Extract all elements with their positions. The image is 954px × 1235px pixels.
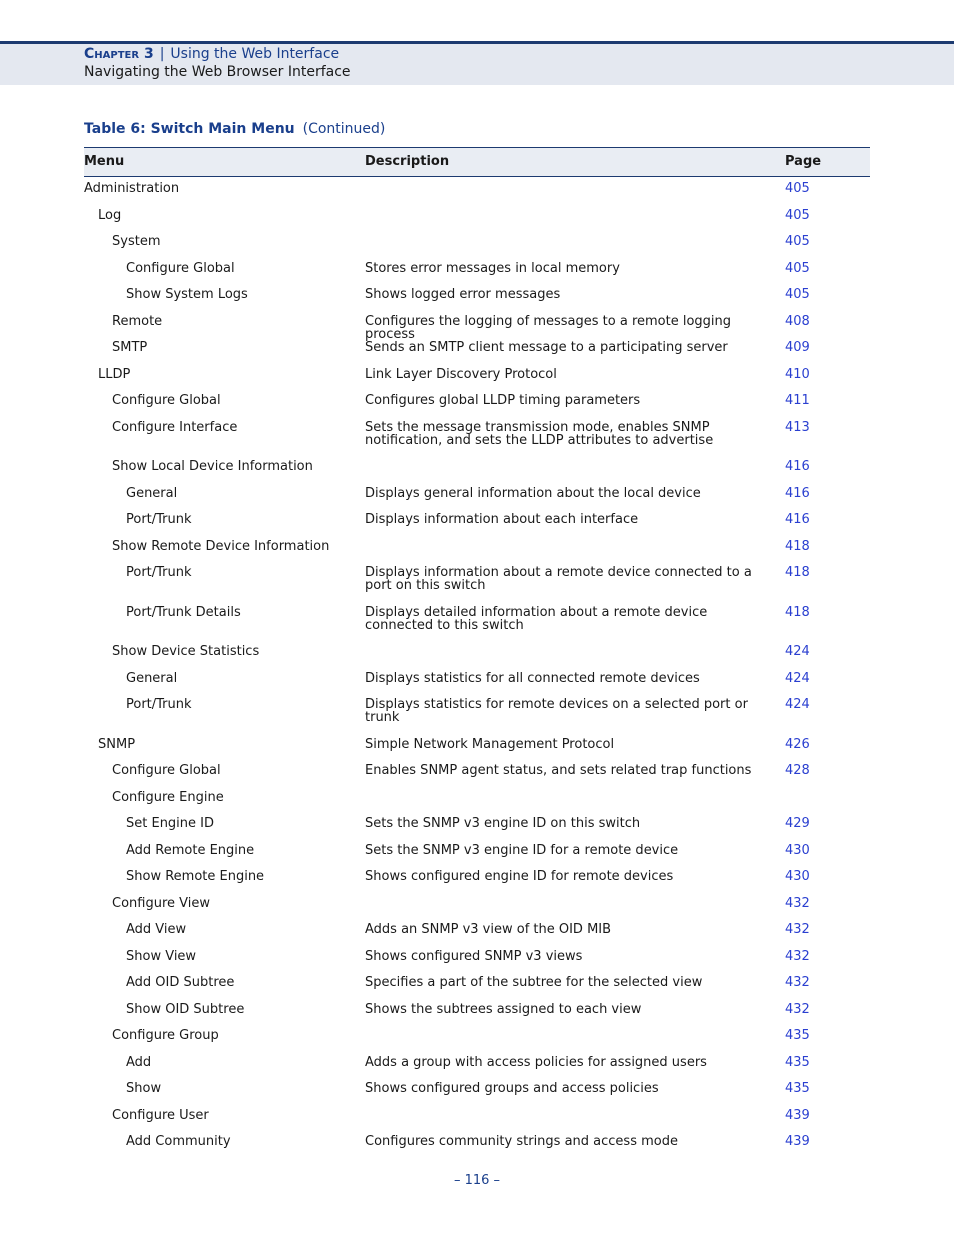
table-row xyxy=(84,366,870,393)
page-link[interactable]: 432 xyxy=(785,895,810,911)
menu-cell: Add xyxy=(126,1054,152,1070)
menu-cell: Show OID Subtree xyxy=(126,1001,245,1017)
description-cell: Sends an SMTP client message to a participating server xyxy=(365,340,728,355)
page-link[interactable]: 439 xyxy=(785,1134,810,1149)
page-link[interactable]: 405 xyxy=(785,207,810,223)
page-link[interactable]: 424 xyxy=(785,670,810,686)
table-row xyxy=(84,339,870,366)
description-cell: Configures community strings and access mode xyxy=(365,1134,678,1149)
table-row xyxy=(84,180,870,207)
page-link[interactable]: 409 xyxy=(785,340,810,355)
description-cell: Simple Network Management Protocol xyxy=(365,736,615,752)
menu-cell: Port/Trunk xyxy=(126,565,192,580)
page-link[interactable]: 418 xyxy=(785,565,810,580)
table-row xyxy=(84,392,870,419)
table-row xyxy=(84,948,870,975)
menu-cell: Add View xyxy=(126,922,187,937)
table-row xyxy=(84,1107,870,1134)
menu-cell: Configure View xyxy=(112,895,210,911)
menu-cell: General xyxy=(126,670,178,686)
page-link[interactable]: 435 xyxy=(785,1081,810,1096)
page-link[interactable]: 426 xyxy=(785,736,810,752)
table-row xyxy=(84,485,870,512)
menu-cell: SMTP xyxy=(112,340,148,355)
description-cell: Shows configured groups and access policies xyxy=(365,1081,659,1096)
description-cell: Shows logged error messages xyxy=(365,287,561,302)
table-row xyxy=(84,458,870,485)
description-cell: Sets the SNMP v3 engine ID on this switch xyxy=(365,816,641,831)
description-cell: Shows the subtrees assigned to each view xyxy=(365,1001,642,1017)
page-link[interactable]: 430 xyxy=(785,842,810,858)
menu-cell: Configure Global xyxy=(112,763,221,778)
page-link[interactable]: 430 xyxy=(785,869,810,884)
page-link[interactable]: 408 xyxy=(785,313,810,329)
column-header-description: Description xyxy=(365,154,450,169)
chapter-separator: | xyxy=(159,46,165,62)
page-link[interactable]: 416 xyxy=(785,485,810,501)
table-row xyxy=(84,233,870,260)
menu-cell: Configure Global xyxy=(126,260,235,276)
page-link[interactable]: 413 xyxy=(785,419,810,435)
description-cell: Configures the logging of messages to a remote logging process xyxy=(365,313,732,342)
menu-cell: Configure Engine xyxy=(112,789,224,805)
menu-cell: Show Device Statistics xyxy=(112,644,260,659)
table-row xyxy=(84,511,870,538)
table-row xyxy=(84,1001,870,1028)
description-cell: Configures global LLDP timing parameters xyxy=(365,393,641,408)
menu-cell: Show xyxy=(126,1081,162,1096)
table-row xyxy=(84,670,870,697)
menu-cell: Configure User xyxy=(112,1107,209,1123)
description-cell: Adds a group with access policies for assigned users xyxy=(365,1054,707,1070)
page-link[interactable]: 429 xyxy=(785,816,810,831)
page-link[interactable]: 435 xyxy=(785,1028,810,1043)
page-link[interactable]: 405 xyxy=(785,287,810,302)
table-row xyxy=(84,286,870,313)
description-cell: Displays information about a remote device connected to a port on this switch xyxy=(365,565,752,593)
description-cell: Displays statistics for remote devices on a selected port or trunk xyxy=(365,697,748,725)
menu-cell: Remote xyxy=(112,313,163,329)
description-cell: Adds an SNMP v3 view of the OID MIB xyxy=(365,922,612,937)
menu-cell: Configure Group xyxy=(112,1028,219,1043)
description-cell: Stores error messages in local memory xyxy=(365,260,620,276)
menu-cell: Add Community xyxy=(126,1134,231,1149)
menu-cell: SNMP xyxy=(98,736,136,752)
table-row xyxy=(84,313,870,340)
page-link[interactable]: 405 xyxy=(785,181,810,196)
description-cell: Shows configured engine ID for remote devices xyxy=(365,869,674,884)
menu-cell: Configure Interface xyxy=(112,419,238,435)
table-row xyxy=(84,868,870,895)
table-row xyxy=(84,538,870,565)
table-row xyxy=(84,1133,870,1160)
table-row xyxy=(84,564,870,604)
page-number: – 116 – xyxy=(453,1173,501,1188)
menu-cell: Administration xyxy=(84,181,180,196)
page-link[interactable]: 432 xyxy=(785,948,810,964)
table-row xyxy=(84,207,870,234)
menu-cell: Add OID Subtree xyxy=(126,975,235,990)
page-link[interactable]: 432 xyxy=(785,1001,810,1017)
page-link[interactable]: 410 xyxy=(785,366,810,382)
menu-cell: Configure Global xyxy=(112,393,221,408)
menu-cell: Set Engine ID xyxy=(126,816,215,831)
page-link[interactable]: 439 xyxy=(785,1107,810,1123)
table-row xyxy=(84,696,870,736)
menu-cell: Add Remote Engine xyxy=(126,842,255,858)
table-header xyxy=(84,147,870,177)
page-link[interactable]: 432 xyxy=(785,922,810,937)
table-caption xyxy=(84,121,385,137)
page-link[interactable]: 405 xyxy=(785,260,810,276)
menu-cell: Show Remote Engine xyxy=(126,869,265,884)
table-row xyxy=(84,895,870,922)
description-cell: Sets the message transmission mode, enables SNMP notification, and sets the LLDP attributes to advertise xyxy=(365,419,714,448)
table-row xyxy=(84,419,870,459)
table-row xyxy=(84,604,870,644)
menu-cell: Port/Trunk xyxy=(126,697,192,712)
page-link[interactable]: 416 xyxy=(785,512,810,527)
menu-cell: Show Remote Device Information xyxy=(112,538,330,554)
menu-cell: Show View xyxy=(126,948,197,964)
menu-cell: General xyxy=(126,485,178,501)
page-link[interactable]: 411 xyxy=(785,393,810,408)
table-title: Table 6: Switch Main Menu xyxy=(84,121,295,137)
description-cell: Link Layer Discovery Protocol xyxy=(365,366,557,382)
page-link[interactable]: 424 xyxy=(785,644,810,659)
menu-cell: Show Local Device Information xyxy=(112,459,313,474)
column-header-menu: Menu xyxy=(84,154,125,169)
page-link[interactable]: 416 xyxy=(785,459,810,474)
table-row xyxy=(84,260,870,287)
description-cell: Enables SNMP agent status, and sets related trap functions xyxy=(365,763,752,778)
table-row xyxy=(84,921,870,948)
table-row xyxy=(84,842,870,869)
table-row xyxy=(84,1027,870,1054)
page-link[interactable]: 418 xyxy=(785,604,810,620)
description-cell: Specifies a part of the subtree for the selected view xyxy=(365,975,703,990)
menu-cell: System xyxy=(112,234,161,249)
table-row xyxy=(84,974,870,1001)
table-row xyxy=(84,1054,870,1081)
menu-cell: Port/Trunk xyxy=(126,512,192,527)
table-body xyxy=(84,180,870,1160)
section-title: Navigating the Web Browser Interface xyxy=(84,64,351,80)
page-link[interactable]: 432 xyxy=(785,975,810,990)
chapter-label: Chapter 3 xyxy=(84,46,154,62)
column-header-page: Page xyxy=(785,154,822,169)
table-row xyxy=(84,789,870,816)
page-link[interactable]: 418 xyxy=(785,538,810,554)
table-continued: (Continued) xyxy=(302,121,386,137)
description-cell: Displays information about each interface xyxy=(365,512,639,527)
menu-cell: Log xyxy=(98,207,122,223)
table-row xyxy=(84,643,870,670)
page-link[interactable]: 428 xyxy=(785,763,810,778)
page-link[interactable]: 405 xyxy=(785,234,810,249)
description-cell: Displays general information about the local device xyxy=(365,485,701,501)
menu-cell: Port/Trunk Details xyxy=(126,604,241,620)
menu-cell: LLDP xyxy=(98,366,131,382)
table-row xyxy=(84,1080,870,1107)
table-row xyxy=(84,762,870,789)
description-cell: Shows configured SNMP v3 views xyxy=(365,948,583,964)
table-row xyxy=(84,815,870,842)
page-link[interactable]: 424 xyxy=(785,697,810,712)
page-link[interactable]: 435 xyxy=(785,1054,810,1070)
table-row xyxy=(84,736,870,763)
chapter-title: Using the Web Interface xyxy=(170,46,340,62)
description-cell: Displays detailed information about a remote device connected to this switch xyxy=(365,604,708,633)
menu-cell: Show System Logs xyxy=(126,287,248,302)
chapter-heading xyxy=(84,46,339,62)
description-cell: Sets the SNMP v3 engine ID for a remote device xyxy=(365,842,679,858)
description-cell: Displays statistics for all connected remote devices xyxy=(365,670,700,686)
